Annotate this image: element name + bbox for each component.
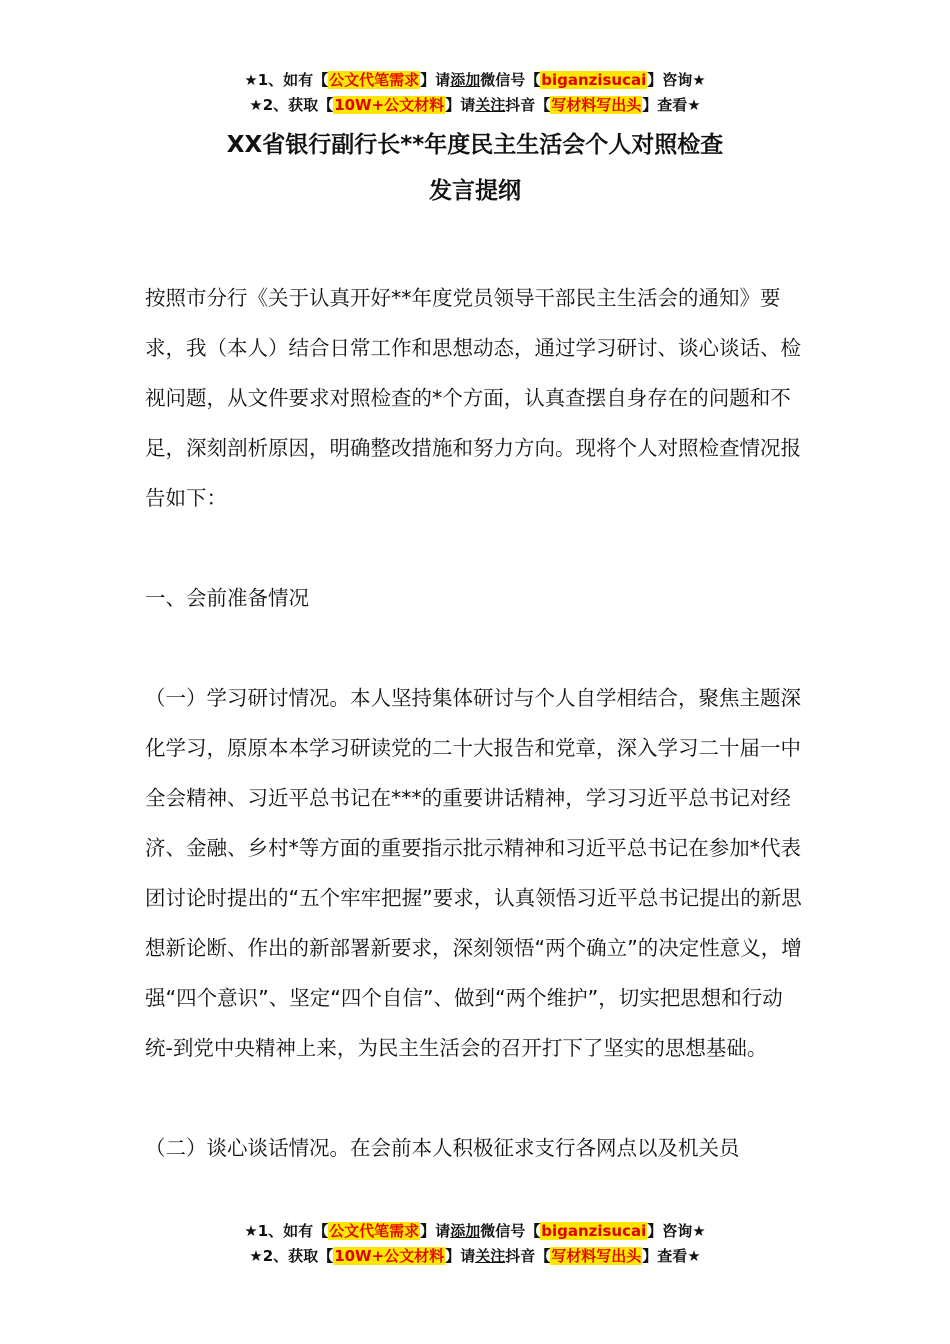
body-paragraph: （一）学习研讨情况。本人坚持集体研讨与个人自学相结合，聚焦主题深化学习，原原本本学习研读党的二十大报告和党章，深入学习二十届一中全会精神、习近平总书记在***的重要讲话精神，学习习近平总书记对经济、金融、乡村*等方面的重要指示批示精神和习近平总书记在参加*代表团讨论时提出的“五个牢牢把握”要求，认真领悟习近平总书记提出的新思想新论断、作出的新部署新要求，深刻领悟“两个确立”的决定性意义，增强“四个意识”、坚定“四个自信”、做到“两个维护”，切实把思想和行动统-到党中央精神上来，为民主生活会的召开打下了坚实的思想基础。 — [145, 686, 802, 1060]
footer-banner — [0, 1219, 950, 1269]
body-paragraph: （二）谈心谈话情况。在会前本人积极征求支行各网点以及机关员 — [145, 1136, 740, 1160]
banner-underline: 关注 — [475, 96, 506, 114]
banner-highlight: biganzisucai — [541, 71, 647, 89]
section-heading: 一、会前准备情况 — [145, 586, 309, 610]
banner-text: 抖音【 — [505, 1247, 551, 1265]
banner-highlight: 10W+公文材料 — [334, 1247, 445, 1265]
banner-line-2 — [0, 1244, 950, 1269]
banner-highlight: 公文代笔需求 — [329, 71, 420, 89]
banner-text: 】查看★ — [642, 1247, 701, 1265]
title-line-1: XX省银行副行长**年度民主生活会个人对照检查 — [226, 132, 724, 158]
banner-highlight: biganzisucai — [541, 1222, 647, 1240]
document-title — [0, 122, 950, 214]
banner-text: 】请 — [445, 1247, 476, 1265]
banner-text: 抖音【 — [505, 96, 551, 114]
header-banner — [0, 68, 950, 118]
banner-line-2 — [0, 93, 950, 118]
banner-highlight: 写材料写出头 — [551, 1247, 642, 1265]
banner-line-1 — [0, 1219, 950, 1244]
banner-text: 】查看★ — [642, 96, 701, 114]
document-body — [145, 273, 807, 1173]
banner-text: 微信号【 — [480, 1222, 541, 1240]
banner-highlight: 写材料写出头 — [551, 96, 642, 114]
banner-text: 】请 — [420, 71, 451, 89]
banner-underline: 添加 — [450, 1222, 481, 1240]
banner-highlight: 10W+公文材料 — [334, 96, 445, 114]
banner-text: ★2、获取【 — [249, 96, 334, 114]
title-line-2: 发言提纲 — [429, 178, 521, 204]
banner-underline: 添加 — [450, 71, 481, 89]
intro-paragraph: 按照市分行《关于认真开好**年度党员领导干部民主生活会的通知》要求，我（本人）结合日常工作和思想动态，通过学习研讨、谈心谈话、检视问题，从文件要求对照检查的*个方面，认真查摆自身存在的问题和不足，深刻剖析原因，明确整改措施和努力方向。现将个人对照检查情况报告如下： — [145, 286, 801, 510]
banner-text: 】咨询★ — [647, 1222, 706, 1240]
banner-text: ★1、如有【 — [244, 71, 329, 89]
banner-text: 】咨询★ — [647, 71, 706, 89]
banner-underline: 关注 — [475, 1247, 506, 1265]
banner-text: 微信号【 — [480, 71, 541, 89]
banner-line-1 — [0, 68, 950, 93]
banner-text: ★1、如有【 — [244, 1222, 329, 1240]
banner-text: 】请 — [445, 96, 476, 114]
banner-text: 】请 — [420, 1222, 451, 1240]
banner-text: ★2、获取【 — [249, 1247, 334, 1265]
banner-highlight: 公文代笔需求 — [329, 1222, 420, 1240]
